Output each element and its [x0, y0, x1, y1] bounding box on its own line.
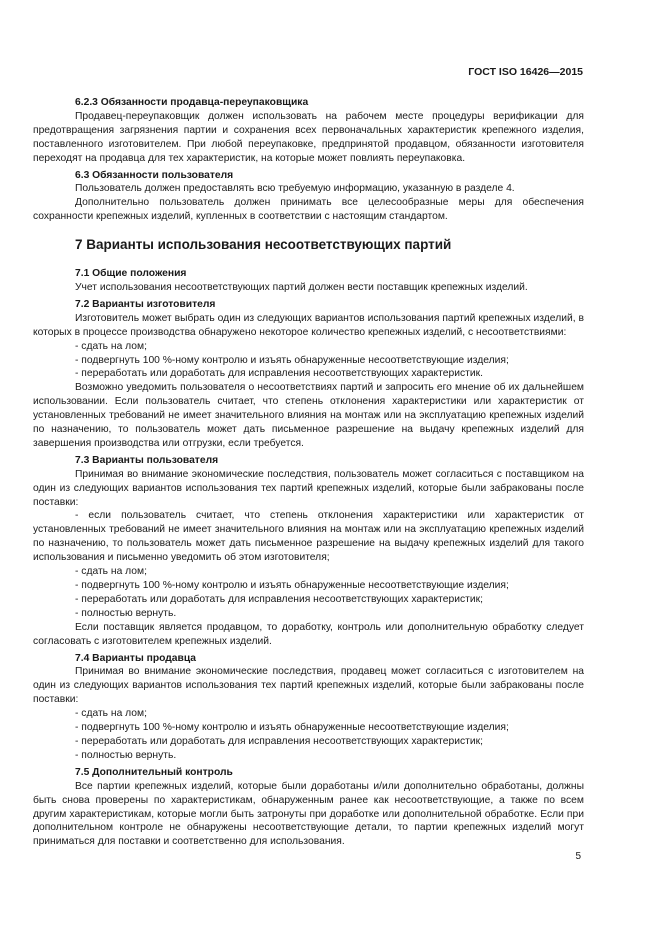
list-item: - сдать на лом; [75, 708, 147, 720]
paragraph: Если поставщик является продавцом, то доработку, контроль или дополнительную обработку следует согласовать с изготовителем крепежных изделий. [33, 621, 584, 647]
paragraph: Пользователь должен предоставлять всю требуемую информацию, указанную в разделе 4. [75, 183, 515, 195]
list-item: - переработать или доработать для исправления несоответствующих характеристик. [75, 368, 483, 380]
section-7-1-heading: 7.1 Общие положения [75, 268, 187, 280]
paragraph: Все партии крепежных изделий, которые были доработаны и/или дополнительно обработаны, должны быть снова проверены по характеристикам, обнаруженным ранее как несоответствующие, а также по всем другим характеристикам, которые могли быть затронуты при доработке или дополнительной обработке. Если при дополнительном контроле не обнаружены несоответствующие детали, то партии крепежных изделий могут приниматься для поставки и соответственно для использования. [33, 780, 584, 848]
list-item: - полностью вернуть. [75, 607, 177, 619]
paragraph: Продавец-переупаковщик должен использовать на рабочем месте процедуры верификации для предотвращения загрязнения партии и сохранения всех первоначальных характеристик крепежного изделия, поставленного изготовителем. При любой переупаковке, предпринятой продавцом, обязанности изготовителя переходят на продавца для тех характеристик, на которые может повлиять переупаковка. [33, 110, 584, 164]
standard-header: ГОСТ ISO 16426—2015 [468, 66, 583, 78]
list-item: - полностью вернуть. [75, 749, 177, 761]
list-item: - сдать на лом; [75, 340, 147, 352]
page-number: 5 [575, 851, 581, 862]
paragraph: Изготовитель может выбрать один из следующих вариантов использования партий крепежных изделий, в которых в процессе производства обнаружено некоторое количество крепежных изделий, с несоответствиями: [33, 312, 584, 338]
list-item: - подвергнуть 100 %-ному контролю и изъять обнаруженные несоответствующие изделия; [75, 354, 509, 366]
paragraph: Принимая во внимание экономические последствия, пользователь может согласиться с поставщиком на один из следующих вариантов использования тех партий крепежных изделий, которые были забракованы после поставки: [33, 468, 584, 508]
section-7-2-heading: 7.2 Варианты изготовителя [75, 298, 216, 310]
section-7-3-heading: 7.3 Варианты пользователя [75, 454, 219, 466]
paragraph: Возможно уведомить пользователя о несоответствиях партий и запросить его мнение об их дальнейшем использовании. Если пользователь считает, что степень отклонения характеристики или характеристик от установленных требований не имеет значительного влияния на монтаж или на эксплуатацию крепежных изделий по назначению, то пользователь может дать письменное разрешение на выдачу крепежных изделий для завершения производства или отгрузки, если требуется. [33, 382, 584, 449]
paragraph: Учет использования несоответствующих партий должен вести поставщик крепежных изделий. [75, 281, 528, 293]
paragraph: Дополнительно пользователь должен принимать все целесообразные меры для обеспечения сохранности крепежных изделий, купленных в соответствии с настоящим стандартом. [33, 197, 584, 223]
list-item: - подвергнуть 100 %-ному контролю и изъять обнаруженные несоответствующие изделия; [75, 722, 509, 734]
list-item: - переработать или доработать для исправления несоответствующих характеристик; [75, 735, 483, 747]
section-7-heading: 7 Варианты использования несоответствующих партий [75, 237, 452, 253]
section-7-5-heading: 7.5 Дополнительный контроль [75, 766, 233, 778]
paragraph: - если пользователь считает, что степень отклонения характеристики или характеристик от установленных требований не имеет значительного влияния на монтаж или на эксплуатацию крепежных изделий по назначению, то пользователь может дать письменное разрешение на выдачу крепежных изделий для такого использования и письменно уведомить об этом изготовителя; [33, 510, 584, 564]
list-item: - сдать на лом; [75, 566, 147, 578]
list-item: - переработать или доработать для исправления несоответствующих характеристик; [75, 593, 483, 605]
list-item: - подвергнуть 100 %-ному контролю и изъять обнаруженные несоответствующие изделия; [75, 580, 509, 591]
section-7-4-heading: 7.4 Варианты продавца [75, 652, 197, 664]
section-6-3-heading: 6.3 Обязанности пользователя [75, 169, 234, 181]
section-6-2-3-heading: 6.2.3 Обязанности продавца-переупаковщика [75, 97, 309, 108]
document-body [33, 93, 584, 849]
paragraph: Принимая во внимание экономические последствия, продавец может согласиться с изготовителем на один из следующих вариантов использования тех партий крепежных изделий, которые были забракованы после поставки: [33, 666, 584, 706]
